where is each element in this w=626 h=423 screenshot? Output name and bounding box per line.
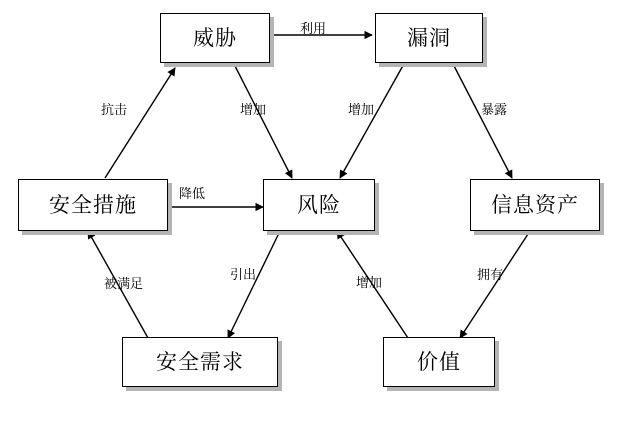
edge-label-threat-risk: 增加 [240,103,267,118]
node-risk-label: 风险 [297,192,341,217]
edge-label-need-control: 被满足 [104,277,144,292]
edge-label-threat-vuln: 利用 [300,22,327,37]
edge-label-vuln-asset: 暴露 [481,103,508,118]
edge-label-control-threat: 抗击 [101,103,128,118]
connector-threat-risk [233,62,292,178]
node-value-label: 价值 [417,349,461,374]
connector-risk-need [228,231,280,338]
node-vuln[interactable] [375,13,483,63]
edge-label-risk-need: 引出 [230,268,257,283]
connector-vuln-asset [452,62,512,178]
node-asset[interactable] [470,179,600,231]
node-control[interactable] [18,179,168,231]
edge-label-vuln-risk: 增加 [348,103,375,118]
node-need-label: 安全需求 [156,349,244,374]
node-value[interactable] [383,337,495,387]
node-control-label: 安全措施 [49,192,137,217]
node-need[interactable] [122,337,278,387]
edge-label-asset-value: 拥有 [477,268,504,283]
connector-asset-value [460,231,530,338]
node-threat[interactable] [160,13,270,63]
connector-control-threat [105,68,175,178]
node-threat-label: 威胁 [193,25,237,50]
node-vuln-label: 漏洞 [407,25,451,50]
node-risk[interactable] [263,179,375,231]
edge-label-value-risk: 增加 [356,276,383,291]
node-asset-label: 信息资产 [491,192,579,217]
connector-vuln-risk [340,62,405,178]
edge-label-control-risk: 降低 [179,187,206,202]
